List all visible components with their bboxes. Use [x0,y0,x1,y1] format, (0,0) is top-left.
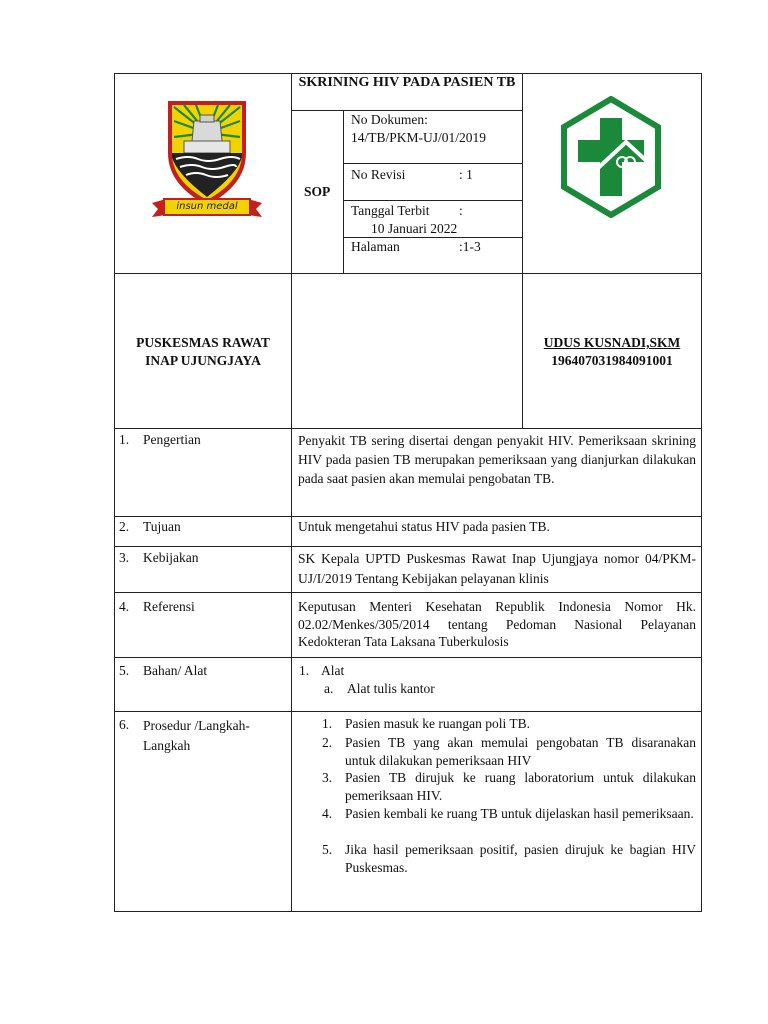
signer-name: UDUS KUSNADI,SKM [543,335,681,350]
section-number: 5. [119,663,130,678]
halaman-label: Halaman [351,239,400,254]
step-number: 3. [322,770,333,785]
border-sop-col [343,110,344,273]
signer-nip: 196407031984091001 [551,353,673,368]
sop-title: SKRINING HIV PADA PASIEN TB [298,75,516,90]
border-header-bottom [114,273,702,274]
section-content-referensi: Keputusan Menteri Kesehatan Republik Indonesia Nomor Hk. 02.02/Menkes/305/2014 tentang Pedoman Nasional Pelayanan Kedokteran Tata Laksana Tuberkulosis [298,599,696,649]
step-text: Jika hasil pemeriksaan positif, pasien dirujuk ke bagian HIV Puskesmas. [345,842,696,875]
step-number: 4. [322,806,333,821]
border-nodok-bottom [343,163,523,164]
border-right [701,73,702,912]
sub-list-letter: a. [324,681,334,696]
section-content-kebijakan: SK Kepala UPTD Puskesmas Rawat Inap Ujungjaya nomor 04/PKM-UJ/I/2019 Tentang Kebijakan pelayanan klinis [298,551,696,586]
section-number: 3. [119,550,130,565]
step-text: Pasien kembali ke ruang TB untuk dijelaskan hasil pemeriksaan. [345,806,694,821]
emblem-ribbon-text: insun medal [176,201,238,212]
section-content-pengertian: Penyakit TB sering disertai dengan penyakit HIV. Pemeriksaan skrining HIV pada pasien TB merupakan pemeriksaan yang dianjurkan dilakukan pada saat pasien akan memulai pengobatan TB. [298,433,696,487]
section-label-pengertian: Pengertian [143,432,201,447]
section-number: 2. [119,519,130,534]
border-revisi-bottom [343,200,523,201]
no-revisi-label: No Revisi [351,167,406,182]
list-item-alat: Alat [321,663,345,678]
border-col-divider [291,73,292,912]
step-number: 1. [322,716,333,731]
step-number: 2. [322,735,333,750]
section-label-kebijakan: Kebijakan [143,550,199,565]
section-label-bahan-alat: Bahan/ Alat [143,663,208,678]
section-label-referensi: Referensi [143,599,195,614]
border-row2-bottom [114,546,702,547]
no-dokumen-value: 14/TB/PKM-UJ/01/2019 [351,130,487,145]
border-row5-bottom [114,711,702,712]
tanggal-label: Tanggal Terbit [351,203,430,218]
section-label-prosedur: Prosedur /Langkah-Langkah [143,718,250,753]
puskesmas-logo [560,96,662,218]
section-label-tujuan: Tujuan [143,519,181,534]
sop-label: SOP [304,184,331,199]
list-number: 1. [299,663,310,678]
section-content-tujuan: Untuk mengetahui status HIV pada pasien TB. [298,519,550,534]
section-number: 1. [119,432,130,447]
sub-list-item: Alat tulis kantor [347,681,435,696]
border-left [114,73,115,912]
step-text: Pasien TB dirujuk ke ruang laboratorium untuk dilakukan pemeriksaan HIV. [345,770,696,803]
no-dokumen-label: No Dokumen: [351,112,428,127]
border-bottom [114,911,702,912]
tanggal-value: 10 Januari 2022 [371,221,458,236]
border-row4-bottom [114,657,702,658]
border-sign-bottom [114,428,702,429]
border-header-right-col [522,73,523,429]
border-row3-bottom [114,592,702,593]
institution-name: PUSKESMAS RAWAT INAP UJUNGJAYA [136,335,270,368]
section-number: 6. [119,717,130,732]
step-number: 5. [322,842,333,857]
no-revisi-value: : 1 [459,167,473,182]
step-text: Pasien TB yang akan memulai pengobatan TB disaranakan untuk dilakukan pemeriksaan HIV [345,735,696,768]
border-row1-bottom [114,516,702,517]
step-text: Pasien masuk ke ruangan poli TB. [345,716,530,731]
halaman-value: :1-3 [459,239,481,254]
tanggal-sep: : [459,203,463,218]
regency-emblem-logo [148,93,266,223]
section-number: 4. [119,599,130,614]
